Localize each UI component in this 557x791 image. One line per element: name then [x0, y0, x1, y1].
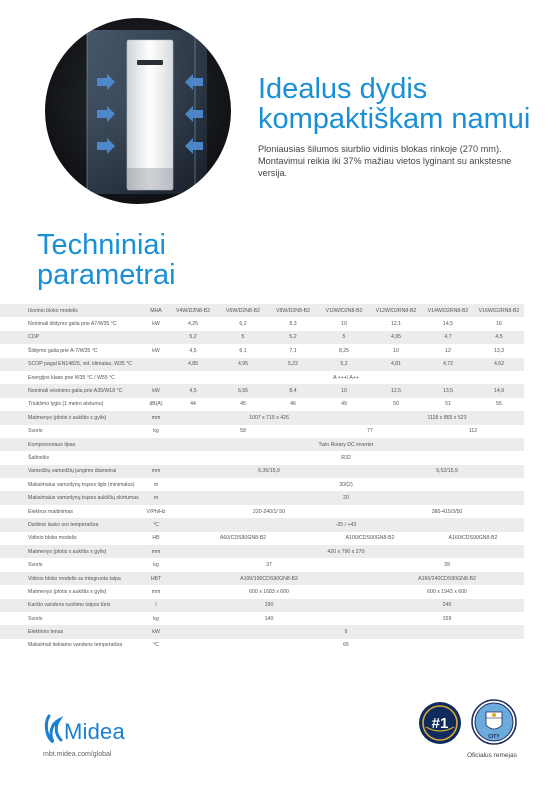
- table-cell: kg: [153, 428, 159, 435]
- table-cell: Twin Rotary DC inverter: [168, 438, 524, 451]
- table-cell: A60/CDS90GN8-B2: [219, 535, 267, 542]
- table-cell: 30/(2): [339, 481, 353, 488]
- table-cell: Nominali šildymo galia prie A7/W35 °C: [28, 321, 117, 328]
- table-row: [0, 625, 524, 638]
- table-cell: 6,35/15,9: [168, 465, 370, 478]
- table-cell: mm: [144, 411, 168, 424]
- table-cell: A160/CDS90GN8-B2: [448, 535, 498, 542]
- table-cell: 58: [240, 428, 246, 435]
- table-row: [0, 491, 524, 504]
- table-cell: 20: [168, 491, 524, 504]
- table-row: [0, 371, 524, 384]
- table-row: [0, 585, 524, 598]
- table-cell: 5,2: [168, 331, 218, 344]
- table-cell: Vidinio bloko modelis: [28, 535, 77, 542]
- spec-table: [0, 304, 524, 652]
- table-cell: A100/190CDS90GN8-B2: [168, 572, 370, 585]
- table-cell: 12: [445, 347, 451, 354]
- table-cell: dB(A): [149, 401, 163, 408]
- table-cell: 420 x 790 x 270: [168, 545, 524, 558]
- table-cell: 14,5: [442, 321, 454, 328]
- table-cell: mm: [151, 588, 161, 595]
- table-cell: Vidinio bloko modelis su integruota talpa: [0, 572, 144, 585]
- table-cell: 14,9: [474, 384, 524, 397]
- table-cell: 55: [496, 401, 502, 408]
- table-cell: kg: [153, 615, 159, 622]
- table-cell: Karšto vandens ruošimo talpos tūris: [0, 599, 144, 612]
- table-cell: 44: [190, 401, 196, 408]
- table-cell: 77: [367, 428, 373, 435]
- table-cell: 65: [343, 642, 349, 649]
- table-cell: Nominali vėsinimo galia prie A35/W18 °C: [0, 384, 144, 397]
- table-cell: COP: [0, 331, 144, 344]
- table-cell: 4,7: [422, 331, 474, 344]
- table-header-row: [0, 304, 524, 317]
- table-cell: [144, 358, 168, 371]
- table-cell: l: [144, 599, 168, 612]
- table-cell: 9,52/15,9: [370, 465, 524, 478]
- headline: [258, 74, 548, 134]
- table-row: [0, 599, 524, 612]
- table-row: [0, 344, 524, 357]
- partner-caption: Oficialus remejas: [467, 752, 517, 759]
- table-cell: 600 x 1683 x 600: [249, 588, 289, 595]
- table-cell: Išorinio bloko modelis: [0, 304, 144, 317]
- table-row: [0, 639, 524, 652]
- table-cell: Maksimalus vamzdynų trąsos ilgis (minimalus): [28, 481, 135, 488]
- table-row: [0, 505, 524, 518]
- table-cell: V12W/D2RN8-B2: [370, 304, 422, 317]
- table-cell: 37: [266, 562, 272, 569]
- table-cell: 4,5: [168, 384, 218, 397]
- table-cell: SCOP pagal EN14825, vid. klimatas, W35 °C: [0, 358, 144, 371]
- table-cell: Šaltnešis: [28, 454, 50, 461]
- table-row: [0, 532, 524, 545]
- number-one-badge-icon: [418, 701, 462, 745]
- section-title-line-1: Techniniai: [37, 229, 166, 261]
- table-cell: Triukšmo lygis (1 metro atstumu): [28, 401, 104, 408]
- table-cell: 4,72: [422, 358, 474, 371]
- table-row: [0, 358, 524, 371]
- table-cell: 6,1: [239, 347, 247, 354]
- table-row: [0, 425, 524, 438]
- table-cell: 12,5: [370, 384, 422, 397]
- table-cell: V10W/D2N8-B2: [318, 304, 370, 317]
- table-cell: 4,81: [370, 358, 422, 371]
- table-cell: m: [153, 481, 159, 488]
- table-row: [0, 317, 524, 330]
- section-title: [37, 230, 287, 290]
- table-cell: 46: [290, 401, 296, 408]
- table-cell: 4,5: [189, 347, 197, 354]
- table-cell: A160/240CDS90GN8-B2: [370, 572, 524, 585]
- table-cell: V4W/D2N8-B2: [168, 304, 218, 317]
- table-cell: Elektrinis tenas: [0, 625, 144, 638]
- table-cell: Maksimalus vamzdynų trąsos aukščių skirtumas: [0, 491, 144, 504]
- table-cell: 45: [240, 401, 246, 408]
- table-cell: Svoris: [28, 615, 43, 622]
- table-cell: 7,1: [289, 347, 297, 354]
- table-cell: [144, 331, 168, 344]
- table-cell: 10: [393, 347, 399, 354]
- table-cell: V/Ph/Hz: [146, 508, 166, 515]
- table-cell: 39: [444, 562, 450, 569]
- table-cell: Elektros maitinimas: [28, 508, 73, 515]
- table-cell: HB: [152, 535, 160, 542]
- table-cell: 1007 x 715 x 426: [168, 411, 370, 424]
- table-cell: Matmenys (plotis x aukštis x gylis): [0, 545, 144, 558]
- table-row: [0, 572, 524, 585]
- table-cell: MHA: [144, 304, 168, 317]
- table-cell: 4,95: [218, 358, 268, 371]
- table-row: [0, 451, 524, 464]
- brand-name: Midea: [64, 719, 125, 744]
- table-cell: 4,85: [168, 358, 218, 371]
- table-cell: kW: [144, 625, 168, 638]
- table-cell: V8W/D2N8-B2: [268, 304, 318, 317]
- table-cell: V6W/D2N8-B2: [218, 304, 268, 317]
- table-cell: 4,62: [474, 358, 524, 371]
- table-cell: Vamzdžių vamzdžių jungimo diametrai: [0, 465, 144, 478]
- table-cell: [144, 371, 168, 384]
- table-cell: R32: [341, 454, 351, 461]
- table-row: [0, 331, 524, 344]
- table-cell: 4,95: [370, 331, 422, 344]
- table-cell: 9: [168, 625, 524, 638]
- table-cell: A100/CDS90GN8-B2: [345, 535, 395, 542]
- table-cell: 6,55: [218, 384, 268, 397]
- table-row: [0, 384, 524, 397]
- table-cell: 5,2: [318, 358, 370, 371]
- table-row: [0, 518, 524, 531]
- table-cell: Matmenys (plotis x aukštis x gylis): [0, 411, 144, 424]
- hero-product-image: [45, 18, 231, 204]
- intro-paragraph: Ploniausias šilumos siurblio vidinis blokas rinkoje (270 mm). Montavimui reikia iki 37% mažiau vietos lyginant su ankstesne versija.: [258, 144, 512, 178]
- table-cell: m: [144, 491, 168, 504]
- table-cell: [144, 438, 168, 451]
- table-cell: 240: [370, 599, 524, 612]
- headline-line-1: Idealus dydis: [258, 73, 428, 105]
- table-cell: V14W/D2RN8-B2: [422, 304, 474, 317]
- table-cell: 10: [341, 321, 347, 328]
- table-cell: 1118 x 865 x 523: [370, 411, 524, 424]
- table-cell: Šildymo galia prie A-7/W35 °C: [28, 347, 98, 354]
- table-row: [0, 545, 524, 558]
- table-cell: 49: [341, 401, 347, 408]
- badge-number: #1: [431, 715, 449, 732]
- table-cell: mm: [144, 545, 168, 558]
- club-crest-icon: [471, 698, 517, 746]
- table-row: [0, 478, 524, 491]
- table-cell: Matmenys (plotis x aukštis x gylis): [28, 588, 107, 595]
- table-cell: V16W/D2RN8-B2: [474, 304, 524, 317]
- table-row: [0, 398, 524, 411]
- table-cell: 50: [393, 401, 399, 408]
- table-row: [0, 411, 524, 424]
- table-cell: 13,5: [422, 384, 474, 397]
- crest-text: CITY: [488, 734, 500, 740]
- table-cell: 220-240/1/ 50: [252, 508, 286, 515]
- table-cell: 4,5: [474, 331, 524, 344]
- table-row: [0, 465, 524, 478]
- table-cell: 5: [218, 331, 268, 344]
- table-cell: 5: [318, 331, 370, 344]
- table-cell: kW: [152, 347, 160, 354]
- table-cell: °C: [153, 642, 159, 649]
- website-url: mbt.midea.com/global: [43, 751, 112, 758]
- table-cell: A +++/ A++: [333, 374, 359, 381]
- table-cell: 8,3: [289, 321, 297, 328]
- table-cell: Maksimali tiekiamo vandens temperatūra: [28, 642, 123, 649]
- headline-line-2: kompaktiškam namui: [258, 103, 531, 135]
- table-row: [0, 612, 524, 625]
- table-cell: 10: [318, 384, 370, 397]
- table-cell: 51: [445, 401, 451, 408]
- table-cell: 8,25: [338, 347, 350, 354]
- table-cell: HBT: [144, 572, 168, 585]
- table-cell: 140: [264, 615, 274, 622]
- section-title-line-2: parametrai: [37, 259, 176, 291]
- table-cell: Energijos klasė prie W35 °C / W55 °C: [28, 374, 115, 381]
- table-cell: 600 x 1943 x 600: [427, 588, 467, 595]
- table-cell: mm: [144, 465, 168, 478]
- table-cell: 8,4: [268, 384, 318, 397]
- table-cell: 12,1: [390, 321, 402, 328]
- table-cell: Kompresoriaus tipas: [0, 438, 144, 451]
- table-cell: Svoris: [28, 428, 43, 435]
- table-cell: 380-415/3/50: [431, 508, 463, 515]
- table-cell: 13,3: [493, 347, 505, 354]
- table-cell: [144, 451, 168, 464]
- table-cell: 190: [168, 599, 370, 612]
- table-cell: 5,22: [268, 358, 318, 371]
- table-cell: kW: [152, 321, 160, 328]
- table-cell: Svoris: [28, 562, 43, 569]
- table-cell: °C: [144, 518, 168, 531]
- table-cell: kg: [153, 562, 159, 569]
- table-cell: 5,2: [268, 331, 318, 344]
- table-cell: -25 / +43: [168, 518, 524, 531]
- table-cell: kW: [144, 384, 168, 397]
- table-cell: 112: [468, 428, 478, 435]
- table-row: [0, 438, 524, 451]
- table-cell: 159: [442, 615, 452, 622]
- table-cell: 4,25: [187, 321, 199, 328]
- table-cell: 16: [496, 321, 502, 328]
- table-cell: Darbinė lauko oro temperatūra: [0, 518, 144, 531]
- table-row: [0, 558, 524, 571]
- table-cell: 6,2: [239, 321, 247, 328]
